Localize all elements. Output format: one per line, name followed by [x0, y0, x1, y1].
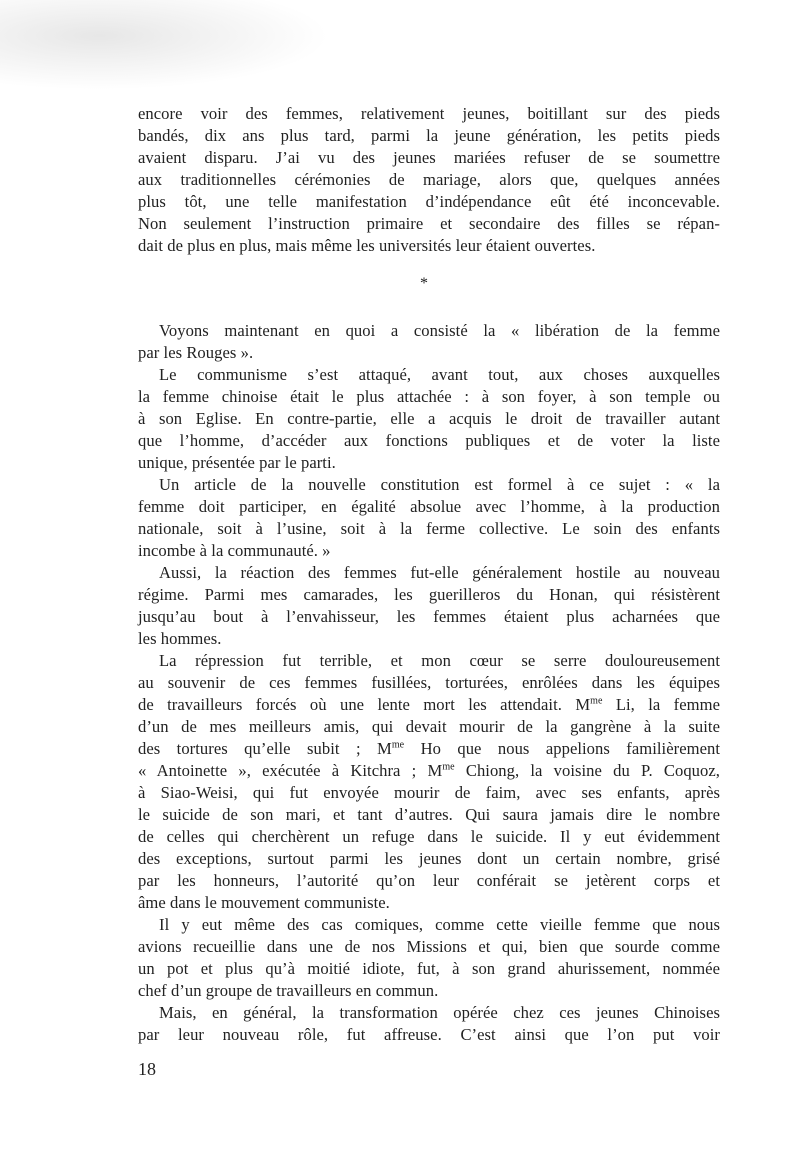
text-line: des tortures qu’elle subit ; $M^{me}$ Ho que nous appelions familièrement [138, 739, 721, 758]
text-line: d’un de mes meilleurs amis, qui devait mourir de la gangrène à la suite [138, 717, 720, 736]
text-line: par leur nouveau rôle, fut affreuse. C’est ainsi que l’on put voir [138, 1025, 720, 1044]
text-line: Mais, en général, la transformation opérée chez ces jeunes Chinoises [159, 1003, 720, 1022]
text-line: La répression fut terrible, et mon cœur se serre douloureusement [159, 651, 720, 670]
text-line: des exceptions, surtout parmi les jeunes dont un certain nombre, grisé [138, 849, 720, 868]
text-line: à son Eglise. En contre-partie, elle a acquis le droit de travailler autant [138, 409, 720, 428]
text-line: âme dans le mouvement communiste. [138, 893, 390, 912]
text-line: Un article de la nouvelle constitution est formel à ce sujet : « la [159, 475, 720, 494]
text-line: bandés, dix ans plus tard, parmi la jeune génération, les petits pieds [138, 126, 720, 145]
text-line: jusqu’au bout à l’envahisseur, les femmes étaient plus acharnées que [138, 607, 720, 626]
text-line: femme doit participer, en égalité absolue avec l’homme, à la production [138, 497, 720, 516]
text-line: par les honneurs, l’autorité qu’on leur conférait se jetèrent corps et [138, 871, 720, 890]
text-line: régime. Parmi mes camarades, les guerilleros du Honan, qui résistèrent [138, 585, 720, 604]
text-line: un pot et plus qu’à moitié idiote, fut, à son grand ahurissement, nommée [138, 959, 720, 978]
text-line: les hommes. [138, 629, 222, 648]
text-line: chef d’un groupe de travailleurs en commun. [138, 981, 439, 1000]
text-line: Non seulement l’instruction primaire et secondaire des filles se répan- [138, 214, 720, 233]
text-line: nationale, soit à l’usine, soit à la ferme collective. Le soin des enfants [138, 519, 720, 538]
text-line: unique, présentée par le parti. [138, 453, 336, 472]
text-line: « Antoinette », exécutée à Kitchra ; $M^{me}$ Chiong, la voisine du P. Coquoz, [138, 761, 720, 780]
text-line: avaient disparu. J’ai vu des jeunes mariées refuser de se soumettre [138, 148, 720, 167]
text-line: le suicide de son mari, et tant d’autres. Qui saura jamais dire le nombre [138, 805, 720, 824]
text-line: encore voir des femmes, relativement jeunes, boitillant sur des pieds [138, 104, 720, 123]
text-line: de celles qui cherchèrent un refuge dans le suicide. Il y eut évidemment [138, 827, 720, 846]
text-line: Il y eut même des cas comiques, comme cette vieille femme que nous [159, 915, 720, 934]
text-line: dait de plus en plus, mais même les universités leur étaient ouvertes. [138, 236, 596, 255]
text-line: Voyons maintenant en quoi a consisté la « libération de la femme [159, 321, 720, 340]
text-line: avions recueillie dans une de nos Missions et qui, bien que sourde comme [138, 937, 720, 956]
text-line: Le communisme s’est attaqué, avant tout, aux choses auxquelles [159, 365, 720, 384]
scan-shadow [0, 0, 330, 90]
text-line: de travailleurs forcés où une lente mort les attendait. $M^{me}$ Li, la femme [138, 695, 721, 714]
text-line: plus tôt, une telle manifestation d’indépendance eût été inconcevable. [138, 192, 720, 211]
text-line: par les Rouges ». [138, 343, 254, 362]
text-line: à Siao-Weisi, qui fut envoyée mourir de faim, avec ses enfants, après [138, 783, 720, 802]
text-line: au souvenir de ces femmes fusillées, torturées, enrôlées dans les équipes [138, 673, 720, 692]
text-line: que l’homme, d’accéder aux fonctions publiques et de voter la liste [138, 431, 720, 450]
text-line: incombe à la communauté. » [138, 541, 331, 560]
section-separator: * [420, 275, 428, 292]
text-line: Aussi, la réaction des femmes fut-elle généralement hostile au nouveau [159, 563, 720, 582]
text-line: aux traditionnelles cérémonies de mariage, alors que, quelques années [138, 170, 720, 189]
text-line: la femme chinoise était le plus attachée : à son foyer, à son temple ou [138, 387, 720, 406]
page-number: 18 [138, 1059, 156, 1079]
